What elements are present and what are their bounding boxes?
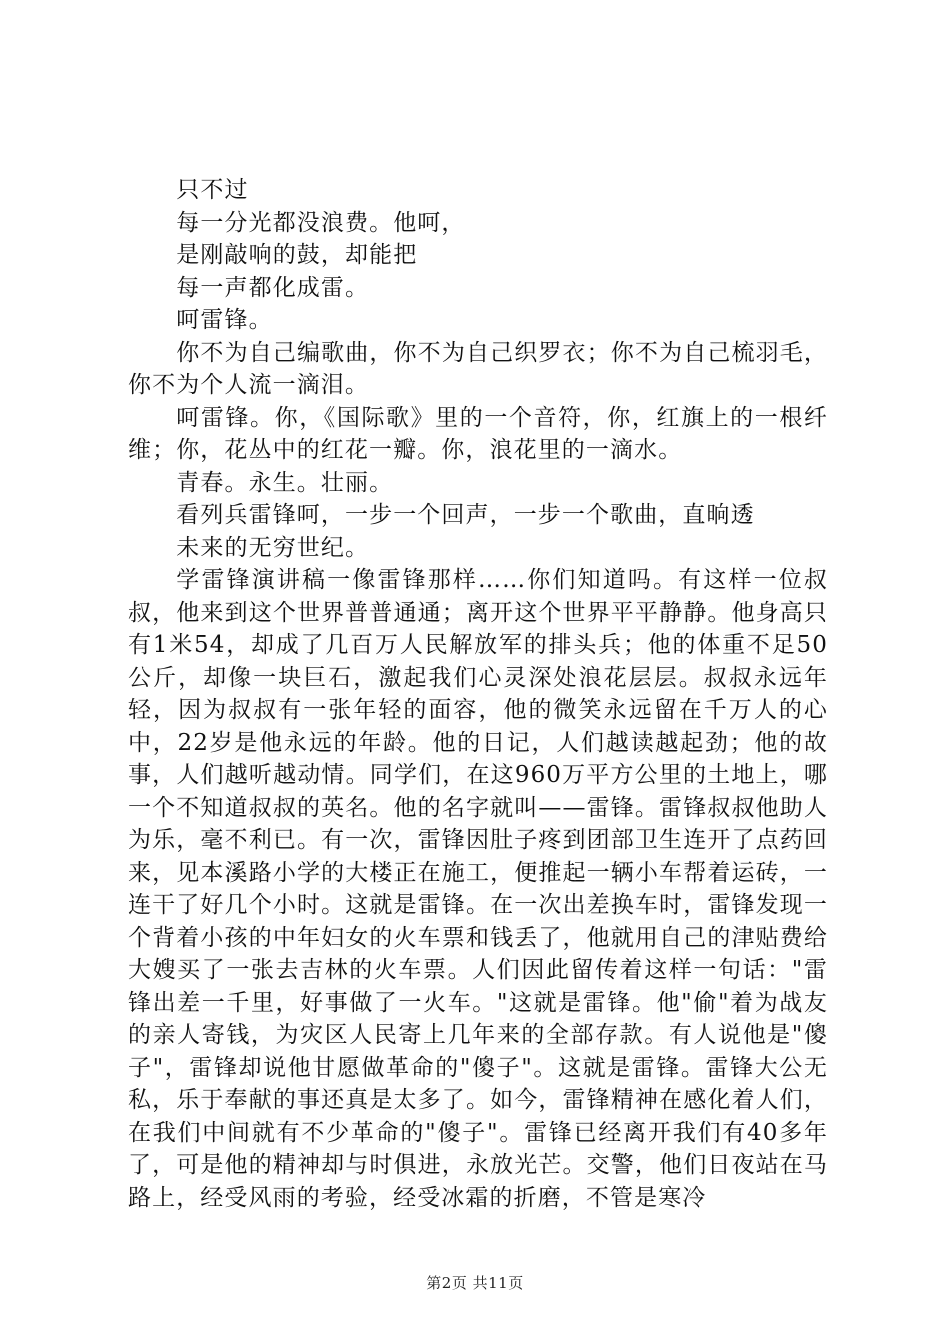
paragraph: 只不过 [176, 177, 249, 203]
paragraph: 每一分光都没浪费。他呵， [176, 209, 466, 236]
paragraph: 每一声都化成雷。 [176, 274, 370, 301]
paragraph: 呵雷锋。 [176, 307, 273, 333]
paragraph: 青春。永生。壮丽。 [176, 469, 394, 496]
paragraph: 是刚敲响的鼓，却能把 [176, 242, 418, 268]
paragraph: 学雷锋演讲稿一像雷锋那样……你们知道吗。有这样一位叔叔，他来到这个世界普普通通；离开这个世界平平静静。他身高只有1米54，却成了几百万人民解放军的排头兵；他的体重不足50公斤，却像一块巨石，激起我们心灵深处浪花层层。叔叔永远年轻，因为叔叔有一张年轻的面容，他的微笑永远留在千万人的心中，22岁是他永远的年龄。他的日记，人们越读越起劲；他的故事，人们越听越动情。同学们，在这960万平方公里的土地上，哪一个不知道叔叔的英名。他的名字就叫——雷锋。雷锋叔叔他助人为乐，毫不利已。有一次，雷锋因肚子疼到团部卫生连开了点药回来，见本溪路小学的大楼正在施工，便推起一辆小车帮着运砖，一连干了好几个小时。这就是雷锋。在一次出差换车时，雷锋发现一个背着小孩的中年妇女的火车票和钱丢了，他就用自己的津贴费给大嫂买了一张去吉林的火车票。人们因此留传着这样一句话："雷锋出差一千里，好事做了一火车。"这就是雷锋。他"偷"着为战友的亲人寄钱，为灾区人民寄上几年来的全部存款。有人说他是"傻子"，雷锋却说他甘愿做革命的"傻子"。这就是雷锋。雷锋大公无私，乐于奉献的事还真是太多了。如今，雷锋精神在感化着人们，在我们中间就有不少革命的"傻子"。雷锋已经离开我们有40多年了，可是他的精神却与时俱进，永放光芒。交警，他们日夜站在马路上，经受风雨的考验，经受冰霜的折磨，不管是寒冷 [128, 567, 828, 1211]
document-body [128, 174, 828, 1214]
page-footer: 第2页 共11页 [426, 1274, 524, 1292]
paragraph: 呵雷锋。你，《国际歌》里的一个音符，你，红旗上的一根纤维；你，花丛中的红花一瓣。你，浪花里的一滴水。 [128, 404, 828, 463]
paragraph: 看列兵雷锋呵，一步一个回声，一步一个歌曲，直晌透 [176, 502, 755, 528]
paragraph: 你不为自己编歌曲，你不为自己织罗衣；你不为自己梳羽毛，你不为个人流一滴泪。 [128, 339, 828, 398]
paragraph: 未来的无穷世纪。 [176, 534, 370, 561]
